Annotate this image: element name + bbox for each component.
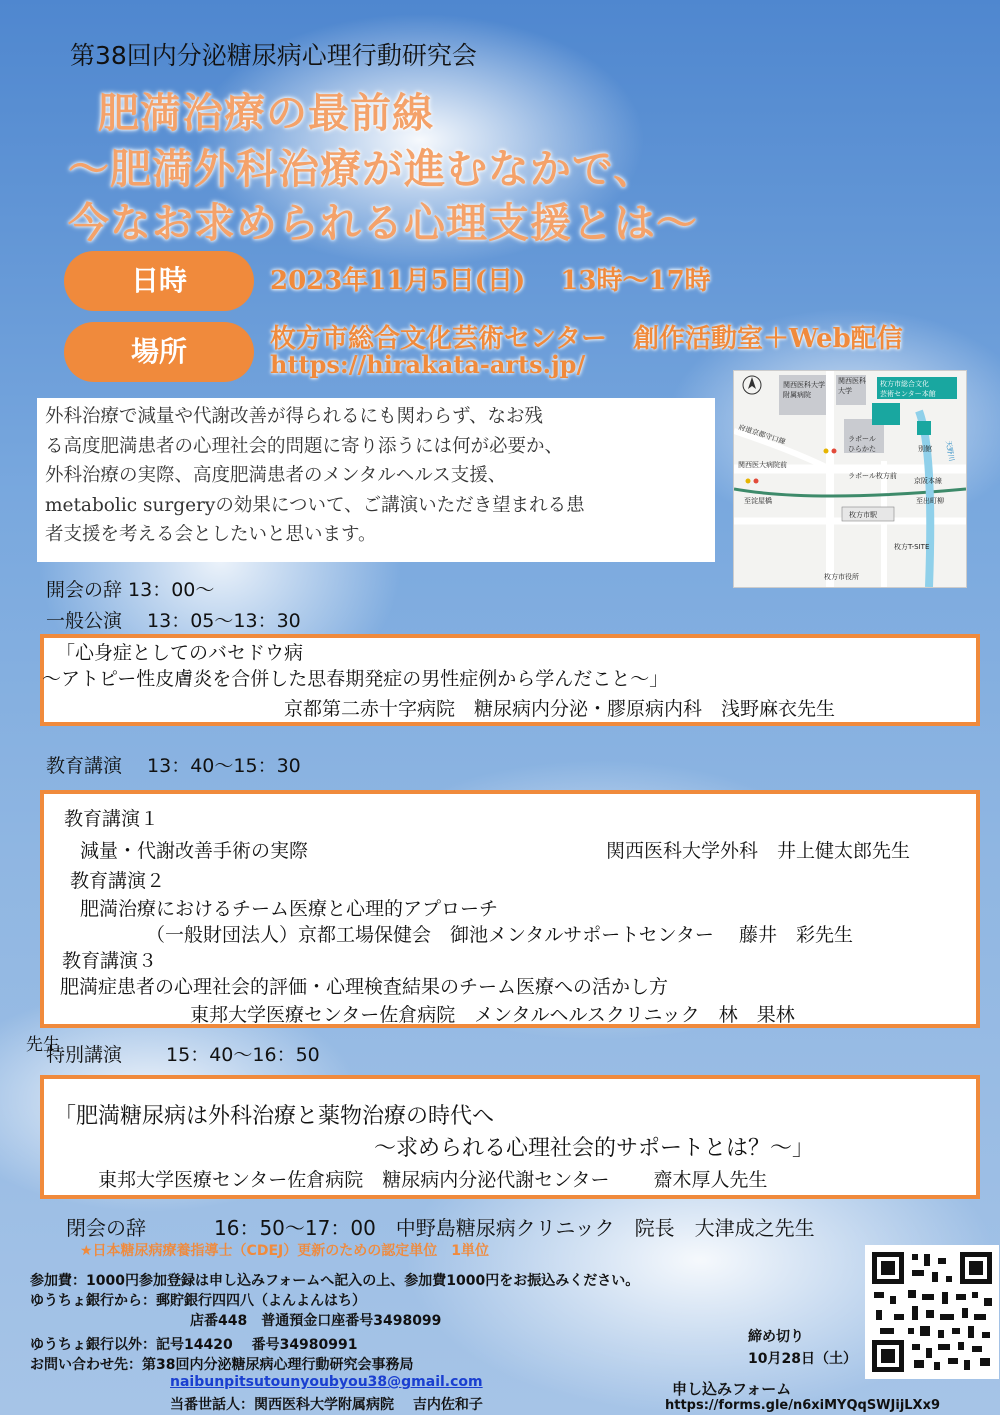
yucho-account-info: 店番448 普通預金口座番号3498099	[190, 1313, 442, 1329]
svg-text:枚方市総合文化: 枚方市総合文化	[880, 380, 929, 388]
venue-map	[733, 370, 967, 588]
application-form-label: 申し込みフォーム	[672, 1380, 792, 1398]
svg-text:芸術センター本館: 芸術センター本館	[880, 390, 936, 398]
closing-label: 閉会の辞	[66, 1216, 146, 1240]
general-lecture-subtitle: 〜アトピー性皮膚炎を合併した思春期発症の男性症例から学んだこと〜」	[42, 668, 669, 690]
intro-line: 外科治療の実際、高度肥満患者のメンタルヘルス支援、	[45, 465, 507, 486]
application-form-url[interactable]: https://forms.gle/n6xiMYQqSWJijLXx9	[665, 1398, 941, 1413]
qr-graphic	[868, 1248, 996, 1376]
svg-text:大学: 大学	[838, 387, 852, 395]
yucho-bank-info: ゆうちょ銀行から：郵貯銀行四四八（よんよんはち）	[30, 1293, 366, 1309]
general-lecture-speaker: 京都第二赤十字病院 糖尿病内分泌・膠原病内科 浅野麻衣先生	[284, 698, 836, 720]
special-lecture-box	[40, 1075, 980, 1199]
map-graphic	[734, 371, 966, 587]
lecture-3-overflow-text: 先生	[26, 1035, 60, 1055]
other-bank-info: ゆうちょ銀行以外：記号14420 番号34980991	[30, 1337, 358, 1353]
education-lecture-2-title: 肥満治療におけるチーム医療と心理的アプローチ	[80, 898, 499, 920]
deadline-date: 10月28日（土）	[748, 1351, 857, 1367]
special-lecture-heading: 特別講演 15：40〜16：50	[46, 1044, 320, 1066]
event-venue: 枚方市総合文化芸術センター 創作活動室＋Web配信	[270, 324, 903, 354]
svg-text:天野川: 天野川	[944, 439, 956, 463]
svg-text:関西医科: 関西医科	[838, 377, 866, 385]
annex-building	[917, 421, 931, 435]
education-heading: 教育講演 13：40〜15：30	[46, 755, 301, 777]
main-title-line-2: 〜肥満外科治療が進むなかで、	[68, 145, 656, 193]
svg-text:枚方T-SITE: 枚方T-SITE	[894, 543, 930, 551]
intro-line: 者支援を考える会としたいと思います。	[45, 524, 377, 545]
date-label-pill: 日時	[64, 251, 254, 311]
intro-line: 外科治療で減量や代謝改善が得られるにも関わらず、なお残	[45, 406, 544, 427]
venue-building	[872, 403, 900, 425]
qr-code-icon[interactable]	[865, 1245, 999, 1379]
education-lecture-1-title: 減量・代謝改善手術の実際	[80, 840, 309, 862]
education-lecture-1-label: 教育講演１	[64, 808, 160, 830]
svg-text:至出町柳: 至出町柳	[916, 497, 944, 505]
main-title-line-3: 今なお求められる心理支援とは〜	[68, 199, 698, 247]
cdej-note: ★日本糖尿病療養指導士（CDEJ）更新のための認定単位 1単位	[80, 1243, 489, 1259]
special-lecture-title: 「肥満糖尿病は外科治療と薬物治療の時代へ	[54, 1104, 495, 1129]
svg-text:枚方市駅: 枚方市駅	[849, 511, 877, 519]
education-lecture-3-title: 肥満症患者の心理社会的評価・心理検査結果のチーム医療への活かし方	[60, 976, 669, 998]
education-lecture-3-label: 教育講演３	[62, 950, 158, 972]
svg-text:関西医科大学: 関西医科大学	[783, 381, 825, 389]
svg-text:京阪本線: 京阪本線	[914, 477, 942, 485]
contact-email-link[interactable]: naibunpitsutounyoubyou38@gmail.com	[170, 1374, 483, 1390]
education-lecture-2-label: 教育講演２	[70, 870, 166, 892]
education-lecture-1-speaker: 関西医科大学外科 井上健太郎先生	[606, 840, 911, 862]
contact-info: お問い合わせ先：第38回内分泌糖尿病心理行動研究会事務局	[30, 1357, 414, 1373]
svg-text:ラポール: ラポール	[848, 435, 876, 443]
svg-text:関西医大病院前: 関西医大病院前	[738, 461, 787, 469]
opening-time: 開会の辞 13：00〜	[46, 579, 215, 601]
education-lecture-2-speaker: （一般財団法人）京都工場保健会 御池メンタルサポートセンター 藤井 彩先生	[146, 924, 853, 946]
education-lecture-box	[40, 790, 980, 1028]
intro-text-box	[37, 398, 715, 562]
closing-time-speaker: 16：50〜17：00 中野島糖尿病クリニック 院長 大津成之先生	[214, 1216, 815, 1240]
svg-text:至淀屋橋: 至淀屋橋	[744, 497, 772, 505]
svg-text:別館: 別館	[918, 445, 932, 453]
svg-text:ラポール枚方前: ラポール枚方前	[848, 472, 897, 480]
intro-line: metabolic surgeryの効果について、ご講演いただき望まれる患	[45, 494, 585, 516]
venue-url-link[interactable]: https://hirakata-arts.jp/	[270, 350, 586, 379]
deadline-label: 締め切り	[748, 1329, 804, 1345]
svg-text:附属病院: 附属病院	[783, 391, 811, 399]
organizer-info: 当番世話人：関西医科大学附属病院 吉内佐和子	[170, 1397, 483, 1413]
fee-info: 参加費：1000円参加登録は申し込みフォームへ記入の上、参加費1000円をお振込みください。	[30, 1273, 640, 1289]
venue-label-pill: 場所	[64, 322, 254, 382]
special-lecture-speaker: 東邦大学医療センター佐倉病院 糖尿病内分泌代謝センター 齋木厚人先生	[98, 1169, 768, 1191]
svg-text:ひらかた: ひらかた	[848, 445, 876, 453]
education-lecture-3-speaker: 東邦大学医療センター佐倉病院 メンタルヘルスクリニック 林 果林	[190, 1004, 795, 1026]
special-lecture-subtitle: 〜求められる心理社会的サポートとは？〜」	[374, 1136, 815, 1161]
event-date: 2023年11月5日(日) 13時〜17時	[270, 266, 711, 296]
general-lecture-box	[40, 634, 980, 726]
conference-title: 第38回内分泌糖尿病心理行動研究会	[70, 41, 477, 70]
svg-text:枚方市役所: 枚方市役所	[824, 573, 859, 581]
svg-text:府道京都守口線: 府道京都守口線	[737, 423, 787, 447]
intro-line: る高度肥満患者の心理社会的問題に寄り添うには何が必要か、	[45, 435, 564, 457]
general-lecture-heading: 一般公演 13：05〜13：30	[46, 610, 301, 632]
main-title-line-1: 肥満治療の最前線	[98, 89, 434, 137]
general-lecture-title: 「心身症としてのバセドウ病	[56, 642, 304, 664]
